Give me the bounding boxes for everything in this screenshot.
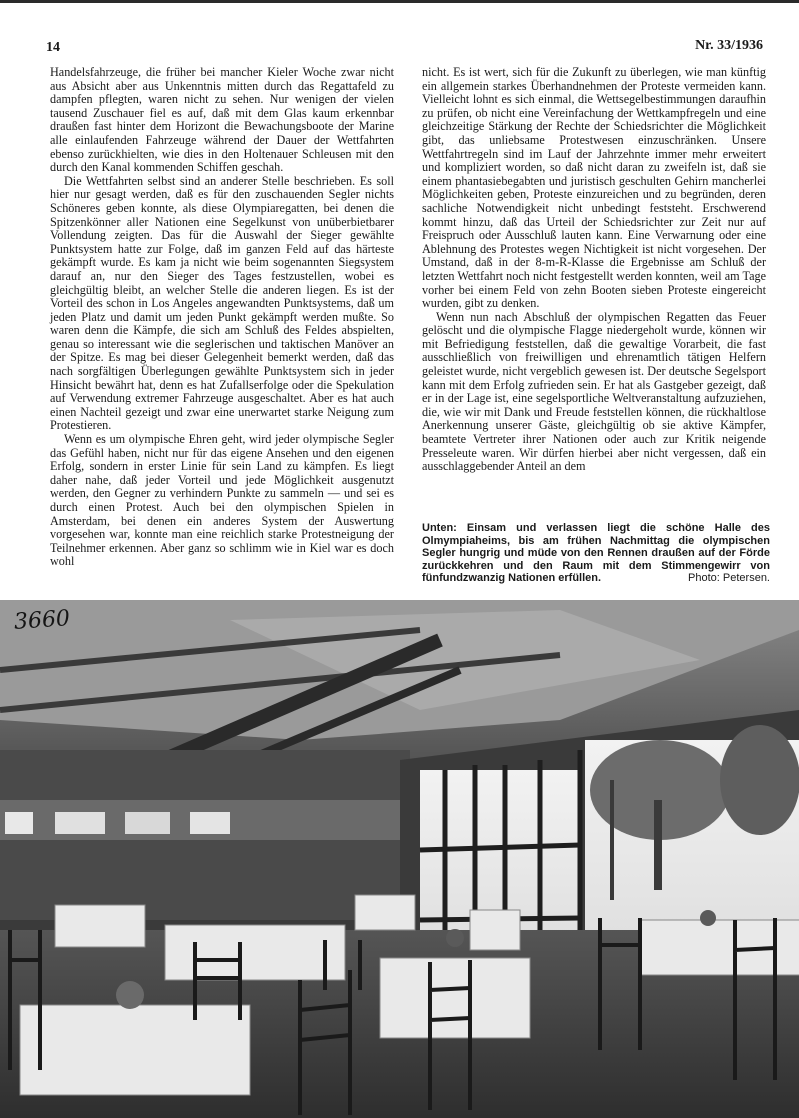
photo-caption [422,522,770,585]
paragraph: Wenn es um olympische Ehren geht, wird jeder olympische Segler das Gefühl haben, nicht nur für das eigene Ansehen und den eigenen Erfolg, sondern in erster Linie für sein Land zu kämpfen. Es liegt daher nahe, daß jeder Vorteil und jede Möglichkeit ausgenutzt werden, den Gegner zu verhindern Punkte zu sammeln — und sei es durch einen Protest. Auch bei den olympischen Spielen in Amsterdam, bei denen ein anderes System der Auswertung vorgesehen war, konnte man eine reichlich starke Protestneigung der Teilnehmer erkennen. Aber ganz so schlimm wie in Kiel war es doch wohl [50,432,394,569]
issue-number: Nr. 33/1936 [695,38,763,53]
inventory-mark: 3660 [13,606,71,635]
dining-hall-photo [0,600,799,1118]
page-number: 14 [46,40,60,55]
article-right-column [422,66,766,474]
paragraph: Die Wettfahrten selbst sind an anderer Stelle beschrieben. Es soll hier nur gesagt werden, daß es für den zuschauenden Segler nichts Schöneres geben konnte, als diese Olympiaregatten, bei denen die Spitzenkönner aller Nationen eine Segelkunst von unüberbietbarer Vollendung zeigten. Das für die Auswahl der Sieger gewählte Punktsystem hatte zur Folge, daß im ganzen Feld auf das härteste gekämpft wurde. Es kam ja nicht wie beim sogenannten Siegsystem darauf an, nur den Sieger des Tages festzustellen, wobei es gleichgültig bleibt, an welcher Stelle die anderen liegen. Es ist der Vorteil des schon in Los Angeles angewandten Punktsystems, daß um jeden Platz und damit um jeden Punkt gekämpft werden mußte. So waren denn die Kämpfe, die sich am Schluß des Feldes abspielten, genau so interessant wie die seglerischen und taktischen Manöver an der Spitze. Es mag bei dieser Gelegenheit bemerkt werden, daß das nach sorgfältigen Überlegungen gewählte Punktsystem sich in jeder Hinsicht bewährt hat, denn es hat Zufallserfolge oder die Spekulation auf Verwendung extremer Fahrzeuge ausgeschaltet. Aber es hat auch einen Nachteil gezeigt und zwar eine unerwartet starke Neigung zum Protestieren. [50,173,394,433]
photo-credit: Photo: Petersen. [688,572,770,584]
paragraph: Handelsfahrzeuge, die früher bei mancher Kieler Woche zwar nicht aus Absicht aber aus Unkenntnis mitten durch das Regattafeld zu dampfen pflegten, waren nicht zu sehen. Nur wenigen der vielen tausend Zuschauer fiel es auf, daß mit dem Glas kaum erkennbar draußen fast hinter dem Horizont die Bewachungsboote der Marine alle einlaufenden Fahrzeuge während der Dauer der Wettfahrten ebenso zurückhielten, wie dies in den Holtenauer Schleusen mit den durch den Kanal kommenden Schiffen geschah. [50,65,394,175]
article-left-column [50,66,394,569]
top-rule [0,0,799,3]
paragraph: nicht. Es ist wert, sich für die Zukunft zu überlegen, wie man künftig ein allgemein starkes Überhandnehmen der Proteste vermeiden kann. Vielleicht lohnt es sich einmal, die Wettsegelbestimmungen daraufhin zu prüfen, ob nicht eine Vereinfachung der Wettkampfregeln und eine gleichzeitige Stärkung der Rechte der Schiedsrichter die Möglichkeit gibt, das unliebsame Protestwesen einzuschränken. Unsere Wettfahrtregeln sind im Lauf der Jahrzehnte immer mehr erweitert und kompliziert worden, so daß nicht daran zu zweifeln ist, daß sie einem phantasiebegabten und juristisch geschulten Gehirn mancherlei Möglichkeiten geben, Proteste einzureichen und zu begründen, deren sachliche Notwendigkeit nicht unbedingt feststeht. Erschwerend kommt hinzu, daß das Urteil der Schiedsrichter zur Zeit nur auf Freispruch oder Ausschluß lauten kann. Eine Verwarnung oder eine Ablehnung des Protestes wegen Nichtigkeit ist nicht vorgesehen. Der Umstand, daß in der 8-m-R-Klasse die Ergebnisse am Schluß der letzten Wettfahrt noch nicht festgestellt werden konnten, weil am Tage vorher bei einem Feld von zehn Booten sieben Proteste eingereicht wurden, gibt zu denken. [422,65,766,311]
paragraph: Wenn nun nach Abschluß der olympischen Regatten das Feuer gelöscht und die olympische Flagge niedergeholt wurde, können wir mit Befriedigung feststellen, daß die gewaltige Vorarbeit, die fast ausschließlich von freiwilligen und ehrenamtlich tätigen Helfern geleistet wurde, nicht vergeblich gewesen ist. Der deutsche Segelsport kann mit dem Erfolg zufrieden sein. Er hat als Gastgeber gezeigt, daß er in der Lage ist, eine segelsportliche Weltveranstaltung aufzuziehen, die, wie wir mit Dank und Freude feststellen können, die rückhaltlose Anerkennung unserer Gäste, gleichgültig ob sie aktive Kämpfer, beamtete Vertreter ihrer Nationen oder auch zur Kritik neigende Presseleute waren. Wir dürfen hierbei aber nicht vergessen, daß ein ausschlaggebender Anteil an dem [422,309,766,474]
caption-text: Unten: Einsam und verlassen liegt die schöne Halle des Olmympiaheims, bis am frühen Nachmittag die olympischen Segler hungrig und müde von den Rennen draußen auf der Förde zurückkehren und den Raum mit dem Stimmengewirr von fünfundzwanzig Nationen erfüllen. [422,522,770,584]
